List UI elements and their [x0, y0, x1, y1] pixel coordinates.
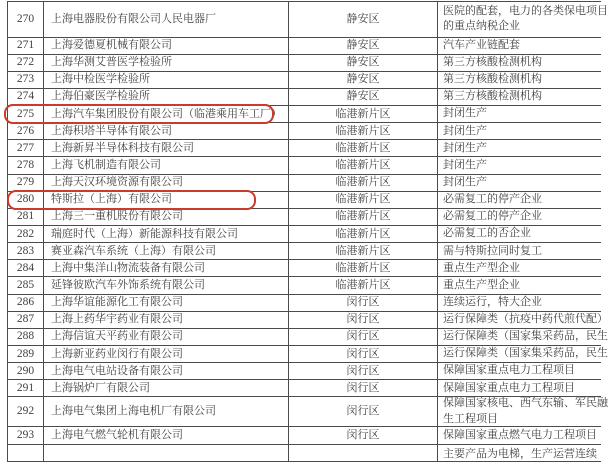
- category-text-line: 主要产品为电梯，生产运营连续: [443, 447, 597, 460]
- category-text-line: 生工程项目: [443, 412, 498, 425]
- category-text-line: 重点生产型企业: [443, 278, 520, 291]
- district-cell: [289, 445, 438, 462]
- category-cell: [438, 89, 601, 106]
- category-text-line: 封闭生产: [443, 141, 487, 154]
- table-row: [8, 140, 601, 157]
- company-name-cell: 上海伯豪医学检验所: [44, 89, 289, 106]
- table-row: [8, 427, 601, 444]
- category-text-line: 运行保障类（国家集采药品，民生: [443, 347, 608, 360]
- row-number-cell: 292: [8, 397, 44, 427]
- district-cell: 临港新片区: [289, 260, 438, 277]
- category-cell: [438, 397, 608, 427]
- table-row: [8, 346, 608, 363]
- table-row: [8, 157, 601, 174]
- category-cell: [438, 295, 601, 312]
- table-row: [8, 2, 608, 38]
- category-text-line: 必需复工的否企业: [443, 227, 531, 240]
- company-name-cell: 上海信谊天平药业有限公司: [44, 329, 289, 346]
- category-text-line: 的重点纳税企业: [443, 20, 520, 33]
- district-cell: 临港新片区: [289, 106, 438, 123]
- company-name-cell: 延锋彼欧汽车外饰系统有限公司: [44, 277, 289, 294]
- category-text-line: 保障国家重点电力工程项目: [443, 381, 575, 394]
- table-row: [8, 38, 601, 55]
- table-row: [8, 209, 601, 226]
- district-cell: 闵行区: [289, 346, 438, 363]
- category-text-line: 保障国家重点电力工程项目: [443, 364, 575, 377]
- table-row: [8, 445, 601, 462]
- category-cell: [438, 243, 601, 260]
- district-cell: 临港新片区: [289, 209, 438, 226]
- category-text-line: 封闭生产: [443, 124, 487, 137]
- category-text-line: 第三方核酸检测机构: [443, 73, 542, 86]
- row-number-cell: 279: [8, 175, 44, 192]
- row-number-cell: 272: [8, 55, 44, 72]
- company-name-cell: 上海电器股份有限公司人民电器厂: [44, 2, 289, 38]
- row-number-cell: 274: [8, 89, 44, 106]
- company-table: [7, 1, 608, 462]
- category-text-line: 运行保障类（抗疫中药代煎代配）: [443, 313, 608, 326]
- category-text-line: 保障国家核电、西气东输、军民融: [443, 397, 608, 410]
- category-text-line: 封闭生产: [443, 107, 487, 120]
- company-name-cell: 上海华谊能源化工有限公司: [44, 295, 289, 312]
- row-number-cell: 277: [8, 140, 44, 157]
- company-name-cell: 上海积塔半导体有限公司: [44, 123, 289, 140]
- category-cell: [438, 363, 601, 380]
- table-row: [8, 312, 608, 329]
- company-name-cell: [44, 445, 289, 462]
- table-row: [8, 363, 601, 380]
- table-row: [8, 226, 601, 243]
- category-cell: [438, 192, 601, 209]
- company-name-cell: 上海电气电站设备有限公司: [44, 363, 289, 380]
- row-number-cell: 282: [8, 226, 44, 243]
- category-text-line: 运行保障类（国家集采药品，民生: [443, 330, 608, 343]
- table-row: [8, 380, 601, 397]
- category-cell: [438, 277, 601, 294]
- row-number-cell: 287: [8, 312, 44, 329]
- category-cell: [438, 72, 601, 89]
- table-row: [8, 329, 608, 346]
- district-cell: 静安区: [289, 2, 438, 38]
- category-text-line: 必需复工的停产企业: [443, 193, 542, 206]
- row-number-cell: 289: [8, 346, 44, 363]
- row-number-cell: 271: [8, 38, 44, 55]
- category-text-line: 连续运行，特大企业: [443, 295, 542, 308]
- category-text-line: 第三方核酸检测机构: [443, 55, 542, 68]
- category-cell: [438, 445, 601, 462]
- company-name-cell: 瑞庭时代（上海）新能源科技有限公司: [44, 226, 289, 243]
- row-number-cell: 278: [8, 157, 44, 174]
- category-text-line: 需与特斯拉同时复工: [443, 244, 542, 257]
- category-cell: [438, 260, 601, 277]
- category-cell: [438, 427, 601, 444]
- company-name-cell: 上海飞机制造有限公司: [44, 157, 289, 174]
- district-cell: 临港新片区: [289, 175, 438, 192]
- table-row: [8, 106, 601, 123]
- category-text-line: 重点生产型企业: [443, 261, 520, 274]
- company-name-cell: 赛亚森汽车系统（上海）有限公司: [44, 243, 289, 260]
- table-row: [8, 89, 601, 106]
- district-cell: 闵行区: [289, 397, 438, 427]
- district-cell: 静安区: [289, 38, 438, 55]
- company-name-cell: 上海华测艾普医学检验所: [44, 55, 289, 72]
- category-text-line: 必需复工的停产企业: [443, 210, 542, 223]
- district-cell: 临港新片区: [289, 243, 438, 260]
- district-cell: 临港新片区: [289, 140, 438, 157]
- company-name-cell: 上海新亚药业闵行有限公司: [44, 346, 289, 363]
- district-cell: 静安区: [289, 55, 438, 72]
- row-number-cell: 281: [8, 209, 44, 226]
- district-cell: 静安区: [289, 89, 438, 106]
- company-name-cell: 上海天汉环境资源有限公司: [44, 175, 289, 192]
- row-number-cell: 290: [8, 363, 44, 380]
- company-name-cell: 上海中检医学检验所: [44, 72, 289, 89]
- category-cell: [438, 55, 601, 72]
- company-name-cell: 上海上药华宇药业有限公司: [44, 312, 289, 329]
- district-cell: 闵行区: [289, 295, 438, 312]
- row-number-cell: 270: [8, 2, 44, 38]
- district-cell: 临港新片区: [289, 226, 438, 243]
- category-text-line: 封闭生产: [443, 175, 487, 188]
- table-row: [8, 260, 601, 277]
- row-number-cell: [8, 445, 44, 462]
- district-cell: 临港新片区: [289, 157, 438, 174]
- row-number-cell: 291: [8, 380, 44, 397]
- category-text-line: 第三方核酸检测机构: [443, 90, 542, 103]
- category-cell: [438, 38, 601, 55]
- table-row: [8, 175, 601, 192]
- table-row: [8, 295, 601, 312]
- table-row: [8, 243, 601, 260]
- company-name-cell: 上海锅炉厂有限公司: [44, 380, 289, 397]
- district-cell: 闵行区: [289, 312, 438, 329]
- district-cell: 临港新片区: [289, 277, 438, 294]
- table-row: [8, 55, 601, 72]
- category-cell: [438, 209, 601, 226]
- district-cell: 临港新片区: [289, 192, 438, 209]
- category-text-line: 保障国家重点燃气电力工程项目: [443, 428, 597, 441]
- row-number-cell: 283: [8, 243, 44, 260]
- company-name-cell: 特斯拉（上海）有限公司: [44, 192, 289, 209]
- category-cell: [438, 226, 601, 243]
- company-name-cell: 上海爱德夏机械有限公司: [44, 38, 289, 55]
- company-name-cell: 上海新昇半导体科技有限公司: [44, 140, 289, 157]
- district-cell: 闵行区: [289, 329, 438, 346]
- district-cell: 闵行区: [289, 363, 438, 380]
- company-name-cell: 上海三一重机股份有限公司: [44, 209, 289, 226]
- company-name-cell: 上海电气燃气轮机有限公司: [44, 427, 289, 444]
- category-cell: [438, 123, 601, 140]
- company-name-cell: 上海中集洋山物流装备有限公司: [44, 260, 289, 277]
- district-cell: 闵行区: [289, 427, 438, 444]
- row-number-cell: 273: [8, 72, 44, 89]
- category-text-line: 封闭生产: [443, 158, 487, 171]
- category-cell: [438, 175, 601, 192]
- category-text-line: 汽车产业链配套: [443, 38, 520, 51]
- company-name-cell: 上海电气集团上海电机厂有限公司: [44, 397, 289, 427]
- category-cell: [438, 380, 601, 397]
- category-text-line: 医院的配套，电力的各类保电项目: [443, 4, 608, 17]
- district-cell: 闵行区: [289, 380, 438, 397]
- category-cell: [438, 157, 601, 174]
- row-number-cell: 288: [8, 329, 44, 346]
- company-name-cell: 上海汽车集团股份有限公司（临港乘用车工厂）: [44, 106, 289, 123]
- category-cell: [438, 312, 608, 329]
- row-number-cell: 276: [8, 123, 44, 140]
- row-number-cell: 286: [8, 295, 44, 312]
- category-cell: [438, 106, 601, 123]
- row-number-cell: 280: [8, 192, 44, 209]
- category-cell: [438, 140, 601, 157]
- category-cell: [438, 346, 608, 363]
- table-row: [8, 192, 601, 209]
- district-cell: 临港新片区: [289, 123, 438, 140]
- category-cell: [438, 2, 608, 38]
- table-row: [8, 397, 608, 427]
- row-number-cell: 275: [8, 106, 44, 123]
- table-row: [8, 277, 601, 294]
- district-cell: 静安区: [289, 72, 438, 89]
- row-number-cell: 285: [8, 277, 44, 294]
- category-cell: [438, 329, 608, 346]
- row-number-cell: 293: [8, 427, 44, 444]
- row-number-cell: 284: [8, 260, 44, 277]
- table-row: [8, 72, 601, 89]
- table-row: [8, 123, 601, 140]
